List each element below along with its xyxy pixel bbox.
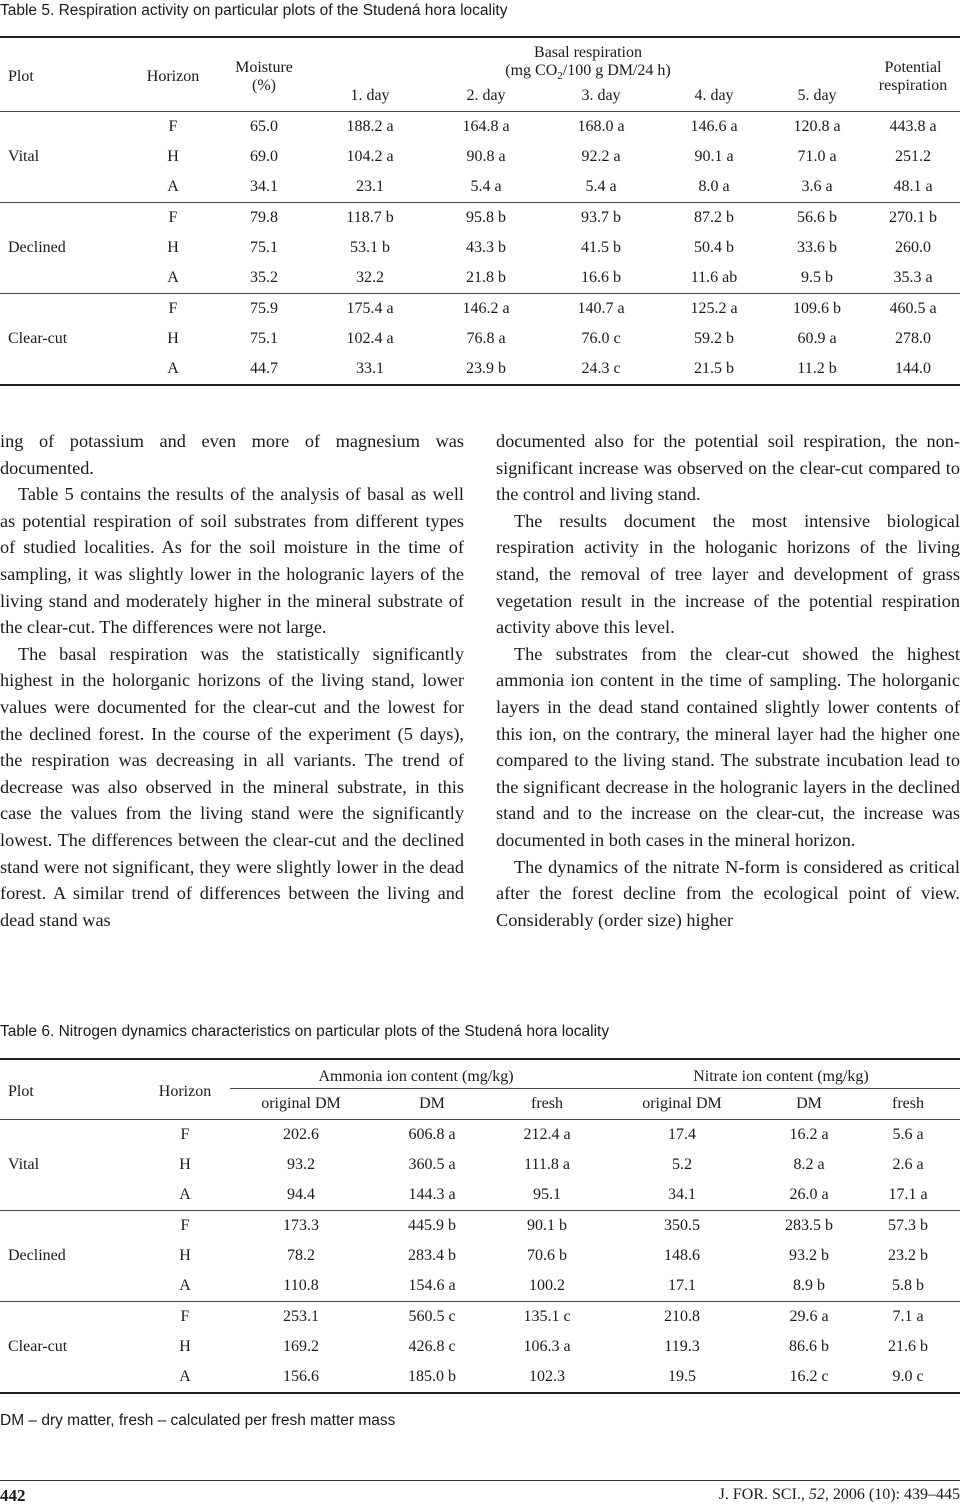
t6-sub-ammonia-original-dm: original DM (261, 1095, 341, 1112)
t6-row (0, 1150, 960, 1180)
t6-cell: 350.5 (664, 1217, 700, 1234)
t5-header-moisture (218, 37, 310, 112)
t5-plot-cell (0, 203, 128, 234)
t5-cell: 144.0 (895, 360, 931, 378)
t6-cell: 29.6 a (789, 1308, 829, 1325)
t6-cell: 2.6 a (892, 1156, 924, 1173)
t6-cell: 144.3 a (408, 1186, 456, 1203)
t5-cell: 76.8 a (466, 330, 506, 348)
t5-header-potential (866, 37, 960, 112)
t6-row (0, 1302, 960, 1333)
table5-caption: Table 5. Respiration activity on particular plots of the Studená hora locality (0, 2, 508, 19)
t5-cell: 75.1 (250, 239, 278, 257)
t5-row (0, 263, 960, 294)
t6-cell: H (179, 1247, 191, 1264)
t5-cell: 60.9 a (797, 330, 837, 348)
t6-row (0, 1241, 960, 1271)
t5-cell: A (167, 269, 179, 287)
t5-cell: 5.4 a (470, 178, 502, 196)
t5-cell: 443.8 a (866, 112, 960, 143)
t6-cell: 57.3 b (888, 1217, 928, 1234)
table5 (0, 36, 960, 386)
t5-moisture-line1: Moisture (235, 58, 293, 76)
t6-cell: 17.4 (602, 1120, 762, 1151)
t6-cell: 156.6 (283, 1368, 319, 1385)
t6-cell: 8.9 b (793, 1277, 825, 1294)
t5-cell: 69.0 (250, 148, 278, 166)
t6-row (0, 1271, 960, 1302)
t5-cell: 32.2 (356, 269, 384, 287)
t6-cell: 100.2 (529, 1277, 565, 1294)
t6-cell: 34.1 (668, 1186, 696, 1203)
t6-sub-nitrate-original-dm: original DM (642, 1095, 722, 1112)
t6-cell: 426.8 c (408, 1338, 456, 1355)
table6-caption: Table 6. Nitrogen dynamics characteristics on particular plots of the Studená hora locality (0, 1023, 610, 1040)
page-number: 442 (0, 1486, 26, 1505)
t5-row (0, 203, 960, 234)
t5-cell: 76.0 c (581, 330, 621, 348)
t6-cell: A (179, 1368, 191, 1385)
t6-cell: 78.2 (287, 1247, 315, 1264)
t6-cell: 5.8 b (892, 1277, 924, 1294)
t5-cell: A (167, 178, 179, 196)
t5-row (0, 172, 960, 203)
t5-cell: 33.1 (356, 360, 384, 378)
t6-cell: 210.8 (664, 1308, 700, 1325)
t6-plot-cell: Clear-cut (8, 1338, 68, 1355)
t6-cell: 26.0 a (789, 1186, 829, 1203)
t6-row (0, 1180, 960, 1211)
t5-cell: F (168, 209, 178, 227)
t6-cell: 560.5 c (408, 1308, 456, 1325)
t6-cell: 16.2 a (762, 1120, 856, 1151)
t6-sub-nitrate-dm: DM (796, 1095, 822, 1112)
t6-plot-cell (0, 1211, 140, 1242)
t6-sub-nitrate-fresh: fresh (892, 1095, 924, 1112)
t5-plot-cell: Declined (8, 239, 66, 257)
t5-cell: 460.5 a (889, 300, 937, 318)
t6-sub-ammonia-fresh: fresh (531, 1095, 563, 1112)
t6-cell: H (179, 1338, 191, 1355)
t5-cell: 125.2 a (690, 300, 738, 318)
t5-cell: 175.4 a (346, 300, 394, 318)
t5-cell: 23.1 (356, 178, 384, 196)
t6-cell: 173.3 (283, 1217, 319, 1234)
t5-cell: 104.2 a (346, 148, 394, 166)
t5-cell: 24.3 c (581, 360, 621, 378)
t5-cell: 71.0 a (797, 148, 837, 166)
t6-cell: 185.0 b (408, 1368, 456, 1385)
t5-cell: H (167, 239, 179, 257)
t5-cell: 278.0 (895, 330, 931, 348)
t5-cell: 41.5 b (581, 239, 621, 257)
t6-cell: 17.1 a (888, 1186, 928, 1203)
t5-cell: 251.2 (895, 148, 931, 166)
t5-cell: 79.8 (250, 209, 278, 227)
t6-cell: 110.8 (283, 1277, 319, 1294)
t6-cell: 283.4 b (408, 1247, 456, 1264)
t6-cell: F (140, 1120, 230, 1151)
t5-plot-cell (0, 112, 128, 143)
t5-cell: 95.8 b (466, 209, 506, 227)
t6-cell: F (180, 1217, 190, 1234)
t5-cell: 164.8 a (430, 112, 542, 143)
t6-plot-cell (0, 1120, 140, 1151)
t6-cell: 23.2 b (888, 1247, 928, 1264)
t6-plot-cell (0, 1271, 140, 1302)
t5-cell: 270.1 b (889, 209, 937, 227)
t6-plot-cell: Vital (8, 1156, 40, 1173)
t6-header-plot: Plot (8, 1082, 34, 1100)
right-column (496, 428, 960, 933)
t5-cell: 146.2 a (462, 300, 510, 318)
t5-plot-cell (0, 354, 128, 385)
t5-day-1: 1. day (350, 87, 390, 105)
t5-cell: 21.5 b (694, 360, 734, 378)
right-paragraph-2: The results document the most intensive biological respiration activity in the hologanic horizons of the living stand, the removal of tree layer and development of grass vegetation result in the increase of the potential respiration activity above this level. (496, 510, 960, 638)
t6-row (0, 1332, 960, 1362)
t5-cell: 92.2 a (581, 148, 621, 166)
footer-rule (0, 1480, 960, 1481)
t5-cell: 48.1 a (893, 178, 933, 196)
t6-header-horizon: Horizon (158, 1082, 212, 1100)
t5-cell: 140.7 a (577, 300, 625, 318)
t5-potential-line1: Potential (884, 58, 942, 76)
t6-cell: 148.6 (664, 1247, 700, 1264)
t5-cell: 120.8 a (768, 112, 866, 143)
t5-header-horizon: Horizon (146, 67, 200, 85)
t5-cell: F (168, 300, 178, 318)
t5-cell: 90.8 a (466, 148, 506, 166)
t5-day-4: 4. day (694, 87, 734, 105)
t6-row (0, 1211, 960, 1242)
t5-cell: 11.2 b (797, 360, 837, 378)
t6-sub-ammonia-dm: DM (419, 1095, 445, 1112)
t6-cell: 212.4 a (492, 1120, 602, 1151)
t6-cell: 106.3 a (523, 1338, 571, 1355)
t5-cell: 65.0 (218, 112, 310, 143)
t6-cell: 169.2 (283, 1338, 319, 1355)
t5-cell: 16.6 b (581, 269, 621, 287)
t6-cell: 253.1 (283, 1308, 319, 1325)
t5-cell: 109.6 b (793, 300, 841, 318)
t6-cell: 102.3 (529, 1368, 565, 1385)
t5-cell: 188.2 a (310, 112, 430, 143)
t5-cell: 118.7 b (346, 209, 394, 227)
t6-cell: 21.6 b (888, 1338, 928, 1355)
t6-cell: F (180, 1308, 190, 1325)
t5-basal-line1: Basal respiration (534, 44, 642, 61)
t5-cell: 44.7 (250, 360, 278, 378)
t5-cell: 11.6 ab (690, 269, 738, 287)
t5-day-3: 3. day (581, 87, 621, 105)
t5-cell: F (128, 112, 218, 143)
t5-cell: H (167, 330, 179, 348)
journal-citation: J. FOR. SCI., 52, 2006 (10): 439–445 (718, 1486, 960, 1503)
t6-cell: 95.1 (533, 1186, 561, 1203)
t5-cell: 23.9 b (466, 360, 506, 378)
t5-cell: 35.3 a (893, 269, 933, 287)
t5-day-2: 2. day (466, 87, 506, 105)
left-paragraph-3: The basal respiration was the statistically significantly highest in the holorganic horizons of the living stand, lower values were documented for the clear-cut and the lowest for the declined forest. In the course of the experiment (5 days), the respiration was decreasing in all variants. The trend of decrease was also observed in the mineral substrate, in this case the values from the living stand were the significantly lowest. The differences between the clear-cut and the declined stand were not significant, they were slightly lower in the dead forest. A similar trend of differences between the living and dead stand was (0, 643, 464, 930)
t6-plot-cell: Declined (8, 1247, 66, 1264)
t5-cell: 146.6 a (660, 112, 768, 143)
t6-cell: 154.6 a (408, 1277, 456, 1294)
t6-cell: 135.1 c (523, 1308, 571, 1325)
t6-cell: 16.2 c (789, 1368, 829, 1385)
left-paragraph-1: ing of potassium and even more of magnesium was documented. (0, 431, 464, 478)
t5-cell: 5.4 a (585, 178, 617, 196)
t6-cell: 445.9 b (408, 1217, 456, 1234)
t5-row (0, 354, 960, 385)
t5-cell: 35.2 (250, 269, 278, 287)
t5-cell: 34.1 (250, 178, 278, 196)
t6-cell: 202.6 (230, 1120, 372, 1151)
t5-cell: 75.9 (250, 300, 278, 318)
t5-cell: 56.6 b (797, 209, 837, 227)
t5-potential-line2: respiration (878, 76, 948, 94)
t6-cell: 5.2 (672, 1156, 692, 1173)
t5-row (0, 324, 960, 354)
t5-moisture-line2: (%) (252, 76, 276, 94)
t5-cell: 3.6 a (801, 178, 833, 196)
table6 (0, 1058, 960, 1394)
t5-cell: 93.7 b (581, 209, 621, 227)
right-paragraph-3: The substrates from the clear-cut showed the highest ammonia ion content in the time of sampling. The holorganic layers in the dead stand contained slightly lower contents of this ion, on the contrary, the mineral layer had the higher one compared to the living stand. The substrate incubation lead to the significant decrease in the hologranic layers in the declined stand and to the increase on the clear-cut, the increase was documented in both cases in the mineral horizon. (496, 643, 960, 850)
t5-cell: 21.8 b (466, 269, 506, 287)
left-column (0, 428, 464, 933)
t6-cell: 7.1 a (892, 1308, 924, 1325)
t6-plot-cell (0, 1302, 140, 1333)
t6-cell: 93.2 b (789, 1247, 829, 1264)
t5-day-5: 5. day (797, 87, 837, 105)
t5-cell: 33.6 b (797, 239, 837, 257)
t5-cell: 90.1 a (694, 148, 734, 166)
t5-plot-cell (0, 294, 128, 325)
t5-cell: 59.2 b (694, 330, 734, 348)
t5-cell: 50.4 b (694, 239, 734, 257)
t6-cell: A (179, 1186, 191, 1203)
t5-plot-cell (0, 172, 128, 203)
t6-header-ammonia: Ammonia ion content (mg/kg) (230, 1059, 602, 1089)
right-paragraph-4: The dynamics of the nitrate N-form is considered as critical after the forest decline from the ecological point of view. Considerably (order size) higher (496, 856, 960, 930)
t5-body (0, 112, 960, 386)
t6-cell: 283.5 b (785, 1217, 833, 1234)
t6-cell: 19.5 (668, 1368, 696, 1385)
t6-cell: 94.4 (287, 1186, 315, 1203)
t6-row (0, 1362, 960, 1393)
t5-cell: 102.4 a (346, 330, 394, 348)
t5-plot-cell: Vital (8, 148, 40, 166)
t5-basal-line2: (mg $CO_2/100$ g DM/24 h) (505, 62, 671, 83)
t5-cell: 43.3 b (466, 239, 506, 257)
t5-row (0, 294, 960, 325)
t6-cell: 360.5 a (408, 1156, 456, 1173)
t5-cell: 9.5 b (801, 269, 833, 287)
t5-cell: H (167, 148, 179, 166)
t5-cell: 8.0 a (698, 178, 730, 196)
t5-header-basal (310, 37, 866, 85)
t5-cell: 260.0 (895, 239, 931, 257)
t5-plot-cell: Clear-cut (8, 330, 68, 348)
t6-cell: 17.1 (668, 1277, 696, 1294)
t6-cell: 70.6 b (527, 1247, 567, 1264)
t5-row (0, 142, 960, 172)
right-paragraph-1: documented also for the potential soil respiration, the non-significant increase was observed on the clear-cut compared to the control and living stand. (496, 431, 960, 505)
t6-body (0, 1120, 960, 1394)
t6-plot-cell (0, 1180, 140, 1211)
t5-cell: 75.1 (250, 330, 278, 348)
body-text (0, 428, 960, 988)
t5-cell: 168.0 a (542, 112, 660, 143)
t6-cell: A (179, 1277, 191, 1294)
t5-cell: 87.2 b (694, 209, 734, 227)
t5-row (0, 112, 960, 143)
t6-cell: 93.2 (287, 1156, 315, 1173)
t5-cell: A (167, 360, 179, 378)
t6-cell: 5.6 a (856, 1120, 960, 1151)
t6-cell: 8.2 a (793, 1156, 825, 1173)
t5-cell: 53.1 b (350, 239, 390, 257)
t6-cell: 111.8 a (524, 1156, 570, 1173)
table6-footnote: DM – dry matter, fresh – calculated per fresh matter mass (0, 1412, 396, 1429)
t6-header-nitrate: Nitrate ion content (mg/kg) (602, 1059, 960, 1089)
t6-plot-cell (0, 1362, 140, 1393)
t6-row (0, 1120, 960, 1151)
t5-header-plot: Plot (8, 67, 34, 85)
t6-cell: 86.6 b (789, 1338, 829, 1355)
t6-cell: 119.3 (664, 1338, 700, 1355)
t5-plot-cell (0, 263, 128, 294)
t6-cell: 9.0 c (892, 1368, 924, 1385)
t6-cell: H (179, 1156, 191, 1173)
left-paragraph-2: Table 5 contains the results of the analysis of basal as well as potential respiration of soil substrates from different types of studied localities. As for the soil moisture in the time of sampling, it was slightly lower in the hologranic layers of the living stand and moderately higher in the mineral substrate of the clear-cut. The differences were not large. (0, 484, 464, 638)
t6-cell: 90.1 b (527, 1217, 567, 1234)
t6-cell: 606.8 a (372, 1120, 492, 1151)
t5-row (0, 233, 960, 263)
